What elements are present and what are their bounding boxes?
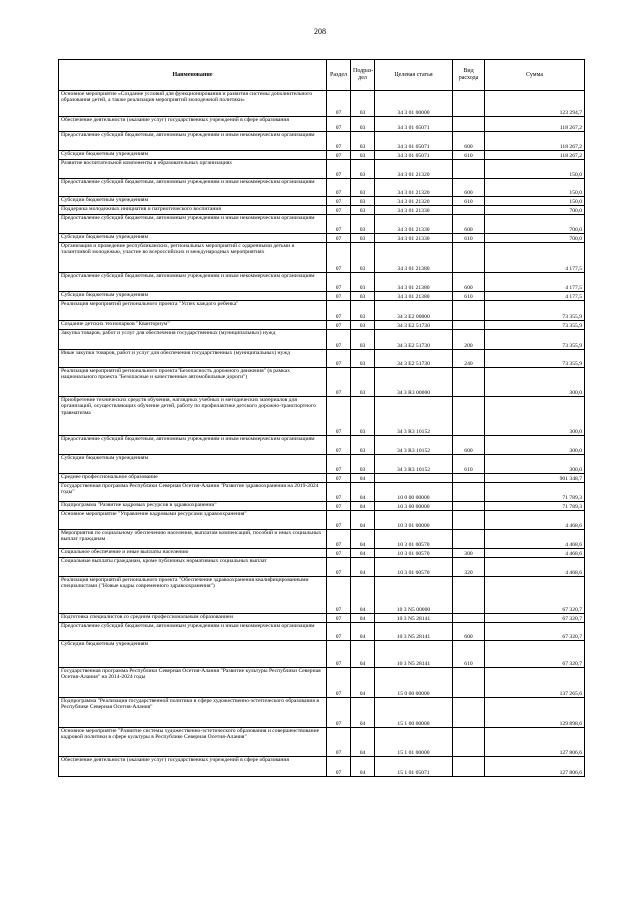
budget-table <box>58 59 585 777</box>
cell-sum: 700,0 <box>485 234 585 243</box>
cell-subsection: 03 <box>351 117 375 132</box>
cell-section: 07 <box>327 698 351 728</box>
cell-name: Подпрограмма "Реализация государственной политики в сфере художественно-эстетического образования в Республике Северная Осетия-Алания" <box>59 698 327 728</box>
cell-section: 07 <box>327 483 351 502</box>
cell-subsection: 03 <box>351 301 375 321</box>
cell-name: Субсидии бюджетным учреждениям <box>59 641 327 668</box>
cell-sum: 150,0 <box>485 197 585 206</box>
cell-name: Обеспечение деятельности (оказание услуг) государственных учреждений в сфере образования <box>59 757 327 777</box>
table-row <box>59 301 585 321</box>
cell-section: 07 <box>327 455 351 474</box>
table-row <box>59 117 585 132</box>
cell-name: Реализация мероприятий регионального проекта"Безопасность дорожного движения" (в рамках национального проекта "Безопасные и качественные автомобильные дороги") <box>59 368 327 397</box>
cell-sum: 73 355,9 <box>485 321 585 330</box>
table-body <box>59 91 585 777</box>
column-header-kind: Вид расхода <box>453 60 485 91</box>
cell-subsection: 04 <box>351 614 375 623</box>
table-row <box>59 234 585 243</box>
cell-article: 10 3 00 00000 <box>375 502 453 511</box>
cell-section: 07 <box>327 160 351 179</box>
cell-name: Социальные выплаты гражданам, кроме публичных нормативных социальных выплат <box>59 558 327 577</box>
cell-sum: 73 355,9 <box>485 350 585 368</box>
cell-subsection: 04 <box>351 549 375 558</box>
cell-article: 15 1 01 05071 <box>375 757 453 777</box>
cell-subsection: 03 <box>351 132 375 151</box>
cell-kind: 600 <box>453 179 485 197</box>
table-row <box>59 558 585 577</box>
cell-subsection: 04 <box>351 502 375 511</box>
table-row <box>59 206 585 215</box>
cell-sum: 71 789,3 <box>485 483 585 502</box>
cell-name: Мероприятия по социальному обеспечению населения, выплатам компенсаций, пособий и иных социальных выплат гражданам <box>59 530 327 549</box>
cell-section: 07 <box>327 179 351 197</box>
cell-name: Предоставление субсидий бюджетным, автономным учреждениям и иным некоммерческим организациям <box>59 215 327 234</box>
cell-kind: 600 <box>453 132 485 151</box>
cell-article: 10 3 01 00570 <box>375 530 453 549</box>
cell-subsection: 04 <box>351 558 375 577</box>
cell-article: 34 3 01 21320 <box>375 160 453 179</box>
cell-sum: 67 320,7 <box>485 614 585 623</box>
table-row <box>59 350 585 368</box>
cell-subsection: 03 <box>351 160 375 179</box>
table-row <box>59 530 585 549</box>
cell-name: Субсидии бюджетным учреждениям <box>59 151 327 160</box>
column-header-article: Целевая статья <box>375 60 453 91</box>
cell-article: 34 3 E2 51730 <box>375 321 453 330</box>
cell-name: Предоставление субсидий бюджетным, автономным учреждениям и иным некоммерческим организациям <box>59 132 327 151</box>
cell-name: Приобретение технических средств обучения, наглядных учебных и методических материалов для организаций, осуществляющих обучение детей, работу по профилактике детского дорожно-транспортного травматизма <box>59 397 327 436</box>
cell-name: Создание детских технопарков "Кванториум" <box>59 321 327 330</box>
table-row <box>59 215 585 234</box>
cell-subsection: 04 <box>351 757 375 777</box>
cell-subsection: 03 <box>351 179 375 197</box>
table-row <box>59 321 585 330</box>
cell-kind: 610 <box>453 234 485 243</box>
cell-article: 34 3 01 21330 <box>375 234 453 243</box>
cell-name: Основное мероприятие «Создание условий для функционирования и развития системы дополнительного образования детей, а также реализация мероприятий молодежной политики» <box>59 91 327 117</box>
cell-kind: 610 <box>453 641 485 668</box>
column-header-sum: Сумма <box>485 60 585 91</box>
cell-sum: 67 320,7 <box>485 577 585 614</box>
cell-kind: 320 <box>453 558 485 577</box>
table-row <box>59 502 585 511</box>
cell-section: 07 <box>327 368 351 397</box>
cell-section: 07 <box>327 330 351 350</box>
table-row <box>59 91 585 117</box>
cell-sum: 4 468,6 <box>485 549 585 558</box>
table-row <box>59 641 585 668</box>
cell-kind: 610 <box>453 455 485 474</box>
table-row <box>59 474 585 483</box>
cell-article: 34 3 01 21380 <box>375 273 453 292</box>
table-row <box>59 436 585 455</box>
table-row <box>59 728 585 757</box>
cell-kind <box>453 321 485 330</box>
cell-article: 15 1 01 00000 <box>375 728 453 757</box>
table-row <box>59 397 585 436</box>
cell-kind <box>453 502 485 511</box>
table-row <box>59 668 585 698</box>
cell-article: 34 3 E2 51730 <box>375 330 453 350</box>
cell-name: Субсидии бюджетным учреждениям <box>59 234 327 243</box>
cell-subsection: 03 <box>351 350 375 368</box>
cell-section: 07 <box>327 577 351 614</box>
cell-name: Организация и проведение республиканских, региональных мероприятий с одаренными детьми и талантливой молодежью, участие во всероссийских и международных мероприятиях <box>59 243 327 273</box>
table-row <box>59 197 585 206</box>
cell-article: 34 3 R3 10152 <box>375 455 453 474</box>
cell-article: 10 0 00 00000 <box>375 483 453 502</box>
table-row <box>59 160 585 179</box>
table-row <box>59 483 585 502</box>
cell-article: 10 3 01 00570 <box>375 558 453 577</box>
cell-article: 15 0 00 00000 <box>375 668 453 698</box>
cell-sum: 4 468,6 <box>485 558 585 577</box>
cell-section: 07 <box>327 206 351 215</box>
cell-subsection: 03 <box>351 234 375 243</box>
cell-section: 07 <box>327 397 351 436</box>
cell-section: 07 <box>327 623 351 641</box>
cell-section: 07 <box>327 558 351 577</box>
cell-section: 07 <box>327 292 351 301</box>
cell-kind: 610 <box>453 197 485 206</box>
table-row <box>59 243 585 273</box>
cell-subsection: 03 <box>351 455 375 474</box>
cell-section: 07 <box>327 197 351 206</box>
cell-kind <box>453 614 485 623</box>
cell-kind <box>453 206 485 215</box>
cell-subsection: 03 <box>351 436 375 455</box>
cell-sum: 118 267,2 <box>485 117 585 132</box>
cell-kind: 610 <box>453 292 485 301</box>
table-row <box>59 614 585 623</box>
cell-article: 34 3 01 21330 <box>375 215 453 234</box>
cell-name: Государственная программа Республики Северная Осетия-Алания "Развитие здравоохранения на 2019-2024 годы" <box>59 483 327 502</box>
cell-article: 34 3 01 05071 <box>375 151 453 160</box>
cell-kind <box>453 117 485 132</box>
cell-subsection: 04 <box>351 474 375 483</box>
cell-subsection: 04 <box>351 577 375 614</box>
cell-kind <box>453 698 485 728</box>
cell-subsection: 03 <box>351 330 375 350</box>
cell-kind: 240 <box>453 350 485 368</box>
cell-kind <box>453 757 485 777</box>
cell-name: Обеспечение деятельности (оказание услуг) государственных учреждений в сфере образования <box>59 117 327 132</box>
cell-section: 07 <box>327 549 351 558</box>
table-row <box>59 368 585 397</box>
cell-kind: 610 <box>453 151 485 160</box>
cell-article: 34 3 01 21320 <box>375 179 453 197</box>
cell-kind <box>453 530 485 549</box>
cell-subsection: 03 <box>351 368 375 397</box>
cell-sum: 118 267,2 <box>485 132 585 151</box>
cell-subsection: 03 <box>351 321 375 330</box>
cell-article: 34 3 E2 00000 <box>375 301 453 321</box>
cell-subsection: 03 <box>351 197 375 206</box>
cell-subsection: 03 <box>351 292 375 301</box>
cell-sum: 71 789,3 <box>485 502 585 511</box>
cell-kind <box>453 474 485 483</box>
table-row <box>59 577 585 614</box>
cell-section: 07 <box>327 151 351 160</box>
cell-section: 07 <box>327 614 351 623</box>
cell-sum: 73 355,9 <box>485 301 585 321</box>
cell-name: Основное мероприятие "Развитие системы художественно-эстетического образования и совершенствование кадровой политики в сфере культуры в Республике Северная Осетия-Алания" <box>59 728 327 757</box>
cell-sum: 137 265,6 <box>485 668 585 698</box>
cell-name: Поддержка молодежных инициатив и патриотического воспитания <box>59 206 327 215</box>
cell-subsection: 04 <box>351 483 375 502</box>
cell-sum: 67 320,7 <box>485 641 585 668</box>
cell-subsection: 04 <box>351 641 375 668</box>
cell-section: 07 <box>327 757 351 777</box>
cell-subsection: 03 <box>351 397 375 436</box>
cell-article: 34 3 01 21380 <box>375 292 453 301</box>
cell-name: Государственная программа Республики Северная Осетия-Алания "Развитие культуры Республики Северная Осетия-Алания" на 2014-2024 годы <box>59 668 327 698</box>
cell-kind <box>453 668 485 698</box>
cell-kind <box>453 483 485 502</box>
cell-kind: 600 <box>453 623 485 641</box>
cell-sum: 129 898,6 <box>485 698 585 728</box>
cell-section: 07 <box>327 511 351 530</box>
cell-kind <box>453 243 485 273</box>
cell-article: 10 3 01 00570 <box>375 549 453 558</box>
cell-article: 34 3 01 21320 <box>375 197 453 206</box>
cell-subsection: 04 <box>351 511 375 530</box>
cell-sum: 700,0 <box>485 206 585 215</box>
cell-article: 15 1 00 00000 <box>375 698 453 728</box>
cell-article: 34 3 R3 10152 <box>375 397 453 436</box>
cell-section: 07 <box>327 436 351 455</box>
cell-sum: 150,0 <box>485 179 585 197</box>
cell-sum: 300,0 <box>485 436 585 455</box>
column-header-subsection: Подраз-дел <box>351 60 375 91</box>
cell-section: 07 <box>327 350 351 368</box>
cell-sum: 73 355,9 <box>485 330 585 350</box>
cell-name: Развитие воспитательной компоненты в образовательных организациях <box>59 160 327 179</box>
cell-section: 07 <box>327 502 351 511</box>
cell-name: Субсидии бюджетным учреждениям <box>59 455 327 474</box>
cell-subsection: 03 <box>351 273 375 292</box>
cell-name: Основное мероприятие "Управление кадровыми ресурсами здравоохранения" <box>59 511 327 530</box>
table-row <box>59 698 585 728</box>
cell-article: 34 3 01 00000 <box>375 91 453 117</box>
cell-name: Иные закупки товаров, работ и услуг для обеспечения государственных (муниципальных) нужд <box>59 350 327 368</box>
table-row <box>59 151 585 160</box>
cell-section: 07 <box>327 273 351 292</box>
cell-kind <box>453 91 485 117</box>
cell-subsection: 04 <box>351 728 375 757</box>
cell-subsection: 03 <box>351 215 375 234</box>
cell-sum: 4 177,5 <box>485 273 585 292</box>
table-row <box>59 179 585 197</box>
cell-article: 10 3 01 00000 <box>375 511 453 530</box>
cell-subsection: 04 <box>351 623 375 641</box>
cell-name: Социальное обеспечение и иные выплаты населению <box>59 549 327 558</box>
table-row <box>59 455 585 474</box>
cell-sum: 4 468,6 <box>485 530 585 549</box>
cell-subsection: 04 <box>351 530 375 549</box>
cell-sum: 4 468,6 <box>485 511 585 530</box>
cell-subsection: 04 <box>351 668 375 698</box>
cell-article: 34 3 01 21330 <box>375 206 453 215</box>
table-row <box>59 549 585 558</box>
cell-name: Субсидии бюджетным учреждениям <box>59 197 327 206</box>
cell-sum: 150,0 <box>485 160 585 179</box>
cell-article: 10 3 N5 00000 <box>375 577 453 614</box>
cell-subsection: 03 <box>351 206 375 215</box>
cell-section: 07 <box>327 728 351 757</box>
cell-name: Предоставление субсидий бюджетным, автономным учреждениям и иным некоммерческим организациям <box>59 179 327 197</box>
cell-section: 07 <box>327 234 351 243</box>
cell-sum: 4 177,5 <box>485 292 585 301</box>
cell-sum: 300,0 <box>485 368 585 397</box>
cell-kind <box>453 301 485 321</box>
cell-name: Среднее профессиональное образование <box>59 474 327 483</box>
cell-kind <box>453 577 485 614</box>
cell-name: Реализация мероприятий регионального проекта "Обеспечение здравоохранения квалифицированными специалистами ("Новые кадры современного здравоохранения") <box>59 577 327 614</box>
cell-name: Подготовка специалистов со средним профессиональным образованием <box>59 614 327 623</box>
cell-section: 07 <box>327 321 351 330</box>
cell-article: 34 3 E2 51730 <box>375 350 453 368</box>
table-row <box>59 292 585 301</box>
cell-kind <box>453 511 485 530</box>
page-number: 208 <box>314 27 326 36</box>
column-header-section: Раздел <box>327 60 351 91</box>
cell-kind: 200 <box>453 330 485 350</box>
cell-section: 07 <box>327 641 351 668</box>
cell-section: 07 <box>327 215 351 234</box>
cell-section: 07 <box>327 243 351 273</box>
cell-kind: 300 <box>453 549 485 558</box>
cell-section: 07 <box>327 474 351 483</box>
cell-name: Закупка товаров, работ и услуг для обеспечения государственных (муниципальных) нужд <box>59 330 327 350</box>
cell-sum: 127 806,6 <box>485 757 585 777</box>
cell-kind <box>453 160 485 179</box>
table-row <box>59 132 585 151</box>
cell-article: 34 3 01 21380 <box>375 243 453 273</box>
cell-name: Реализация мероприятий регионального проекта "Успех каждого ребенка" <box>59 301 327 321</box>
cell-kind: 600 <box>453 215 485 234</box>
cell-sum: 4 177,5 <box>485 243 585 273</box>
cell-kind <box>453 728 485 757</box>
cell-sum: 300,0 <box>485 397 585 436</box>
column-header-name: Наименование <box>59 60 327 91</box>
cell-subsection: 04 <box>351 698 375 728</box>
table-row <box>59 273 585 292</box>
cell-article <box>375 474 453 483</box>
cell-section: 07 <box>327 668 351 698</box>
cell-article: 10 3 N5 28141 <box>375 614 453 623</box>
cell-subsection: 03 <box>351 91 375 117</box>
table-header <box>59 60 585 91</box>
table-row <box>59 511 585 530</box>
cell-section: 07 <box>327 117 351 132</box>
cell-sum: 300,0 <box>485 455 585 474</box>
cell-section: 07 <box>327 91 351 117</box>
cell-sum: 901 348,7 <box>485 474 585 483</box>
cell-subsection: 03 <box>351 151 375 160</box>
table-row <box>59 330 585 350</box>
cell-article: 10 3 N5 28141 <box>375 641 453 668</box>
cell-section: 07 <box>327 132 351 151</box>
cell-name: Субсидии бюджетным учреждениям <box>59 292 327 301</box>
cell-kind <box>453 368 485 397</box>
cell-sum: 123 294,7 <box>485 91 585 117</box>
cell-sum: 700,0 <box>485 215 585 234</box>
cell-article: 34 3 R3 00000 <box>375 368 453 397</box>
cell-subsection: 03 <box>351 243 375 273</box>
table-row <box>59 623 585 641</box>
cell-article: 34 3 R3 10152 <box>375 436 453 455</box>
cell-section: 07 <box>327 301 351 321</box>
cell-section: 07 <box>327 530 351 549</box>
table-row <box>59 757 585 777</box>
cell-kind: 600 <box>453 436 485 455</box>
cell-kind: 600 <box>453 273 485 292</box>
cell-article: 10 3 N5 28141 <box>375 623 453 641</box>
cell-name: Предоставление субсидий бюджетным, автономным учреждениям и иным некоммерческим организациям <box>59 273 327 292</box>
cell-name: Подпрограмма "Развитие кадровых ресурсов в здравоохранении" <box>59 502 327 511</box>
cell-name: Предоставление субсидий бюджетным, автономным учреждениям и иным некоммерческим организациям <box>59 436 327 455</box>
cell-sum: 127 806,6 <box>485 728 585 757</box>
cell-sum: 67 320,7 <box>485 623 585 641</box>
cell-sum: 118 267,2 <box>485 151 585 160</box>
cell-article: 34 3 01 05071 <box>375 132 453 151</box>
cell-name: Предоставление субсидий бюджетным, автономным учреждениям и иным некоммерческим организациям <box>59 623 327 641</box>
cell-article: 34 3 01 05071 <box>375 117 453 132</box>
cell-kind <box>453 397 485 436</box>
